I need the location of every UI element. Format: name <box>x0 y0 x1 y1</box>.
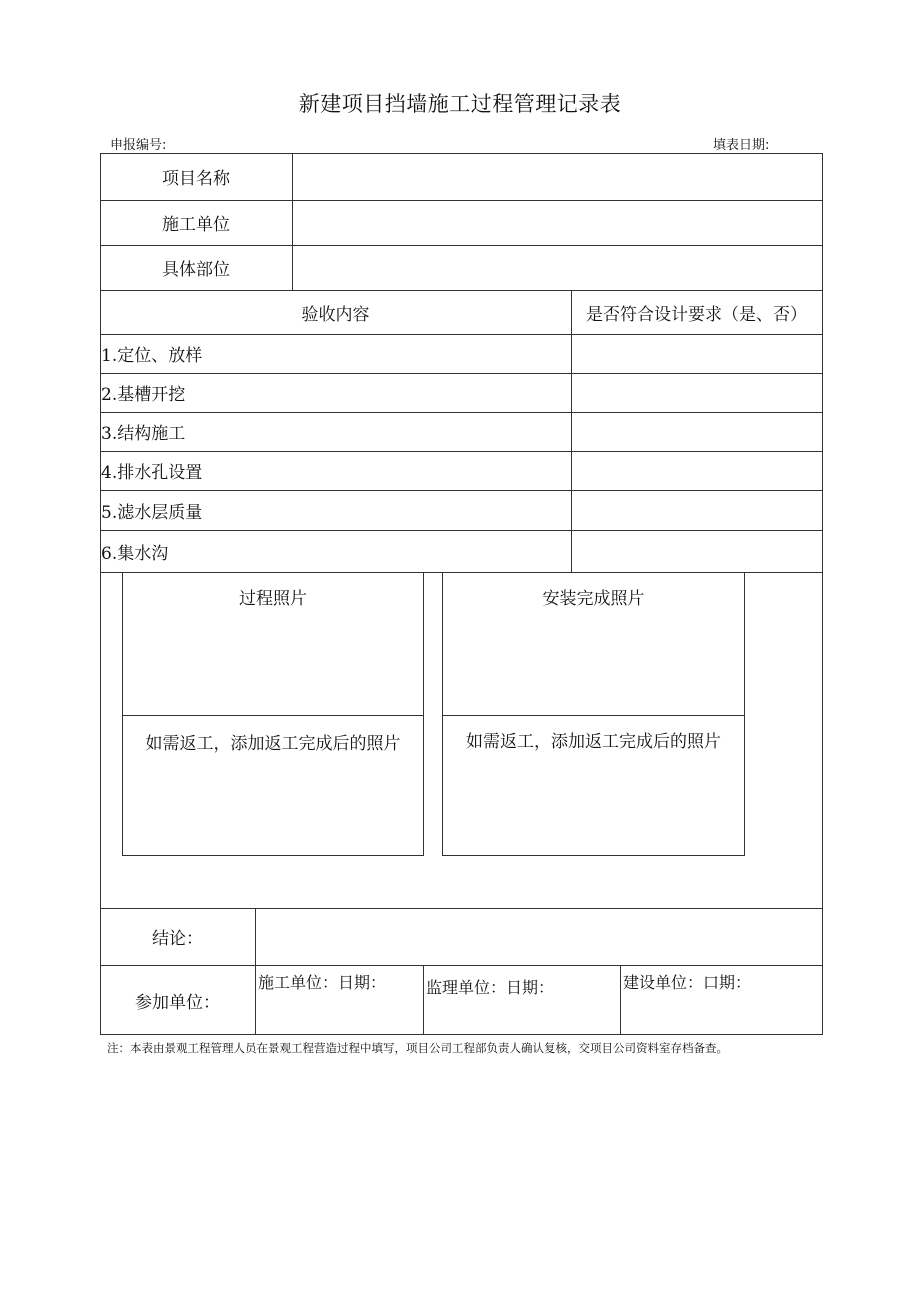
fill-date-label: 填表日期: <box>713 138 770 153</box>
completion-rework-photo-note: 如需返工，添加返工完成后的照片 <box>466 731 721 752</box>
inspection-result[interactable] <box>576 373 820 412</box>
construction-unit-date[interactable]: 施工单位：日期： <box>258 973 387 992</box>
process-rework-photo-note: 如需返工，添加返工完成后的照片 <box>145 733 401 754</box>
supervision-unit-date[interactable]: 监理单位：日期： <box>426 978 555 997</box>
inspection-result[interactable] <box>576 451 820 490</box>
inspection-result[interactable] <box>576 490 820 530</box>
design-conformity-header: 是否符合设计要求（是、否） <box>586 304 807 325</box>
construction-unit-value[interactable] <box>300 200 820 245</box>
inspection-result[interactable] <box>576 412 820 451</box>
footnote: 注：本表由景观工程管理人员在景观工程营造过程中填写，项目公司工程部负责人确认复核，交项目公司资料室存档备查。 <box>107 1041 728 1055</box>
construction-unit-label: 施工单位 <box>162 215 230 235</box>
page-title: 新建项目挡墙施工过程管理记录表 <box>298 92 622 116</box>
conclusion-label: 结论： <box>152 929 203 949</box>
completion-photo-title: 安装完成照片 <box>542 588 645 609</box>
report-number-label: 申报编号: <box>110 138 167 153</box>
process-photo-box[interactable] <box>122 572 424 856</box>
inspection-result[interactable] <box>576 530 820 572</box>
project-name-value[interactable] <box>300 153 820 200</box>
inspection-result[interactable] <box>576 334 820 373</box>
inspection-item: 1.定位、放样 <box>101 346 203 366</box>
inspection-item: 4.排水孔设置 <box>101 463 203 483</box>
participants-label: 参加单位： <box>135 993 220 1013</box>
project-name-label: 项目名称 <box>162 169 230 189</box>
inspection-item: 6.集水沟 <box>101 543 169 564</box>
process-photo-title: 过程照片 <box>239 588 307 609</box>
inspection-item: 5.滤水层质量 <box>101 502 203 523</box>
specific-location-label: 具体部位 <box>162 260 230 280</box>
conclusion-value[interactable] <box>262 908 820 965</box>
owner-unit-date[interactable]: 建设单位：口期： <box>623 973 752 992</box>
completion-photo-box[interactable] <box>442 572 745 856</box>
inspection-item: 3.结构施工 <box>101 424 186 444</box>
inspection-item: 2.基槽开挖 <box>101 385 186 405</box>
inspection-content-header: 验收内容 <box>301 304 370 325</box>
specific-location-value[interactable] <box>300 245 820 290</box>
